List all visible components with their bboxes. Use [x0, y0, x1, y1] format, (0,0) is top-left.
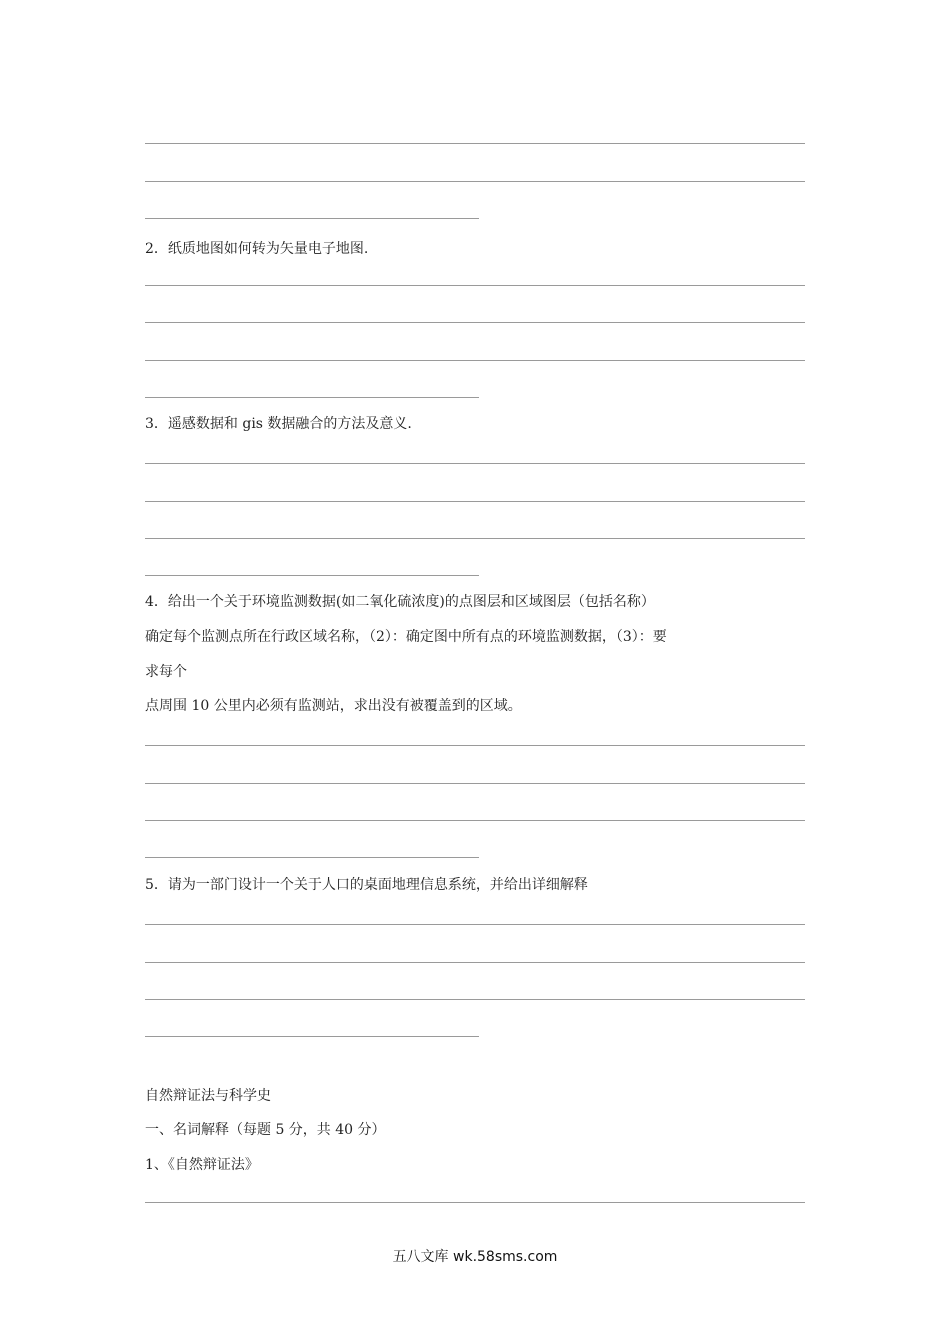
answer-line: [145, 538, 805, 539]
term-item-1: 1、《自然辩证法》: [145, 1157, 259, 1173]
answer-line: [145, 285, 805, 286]
answer-line: [145, 1202, 805, 1203]
answer-line: [145, 575, 479, 576]
question-4-line-2: 确定每个监测点所在行政区域名称，（2）：确定图中所有点的环境监测数据，（3）：要: [145, 629, 667, 645]
question-4: 4．给出一个关于环境监测数据(如二氧化硫浓度)的点图层和区域图层（包括名称）: [145, 594, 655, 610]
footer-watermark: 五八文库 wk.58sms.com: [392, 1249, 558, 1265]
question-4-line-4: 点周围 10 公里内必须有监测站，求出没有被覆盖到的区域。: [145, 698, 522, 714]
answer-line: [145, 463, 805, 464]
answer-line: [145, 962, 805, 963]
question-5: 5．请为一部门设计一个关于人口的桌面地理信息系统，并给出详细解释: [145, 877, 588, 893]
answer-line: [145, 820, 805, 821]
answer-line: [145, 857, 479, 858]
question-2: 2．纸质地图如何转为矢量电子地图.: [145, 241, 369, 257]
answer-line: [145, 999, 805, 1000]
answer-line: [145, 397, 479, 398]
answer-line: [145, 1036, 479, 1037]
answer-line: [145, 143, 805, 144]
answer-line: [145, 924, 805, 925]
question-4-line-3: 求每个: [145, 664, 187, 680]
question-3: 3．遥感数据和 gis 数据融合的方法及意义.: [145, 416, 412, 432]
answer-line: [145, 745, 805, 746]
answer-line: [145, 322, 805, 323]
answer-line: [145, 360, 805, 361]
answer-line: [145, 783, 805, 784]
section-title: 自然辩证法与科学史: [145, 1088, 271, 1104]
answer-line: [145, 218, 479, 219]
answer-line: [145, 181, 805, 182]
answer-line: [145, 501, 805, 502]
part-heading: 一、名词解释（每题 5 分，共 40 分）: [145, 1122, 386, 1138]
